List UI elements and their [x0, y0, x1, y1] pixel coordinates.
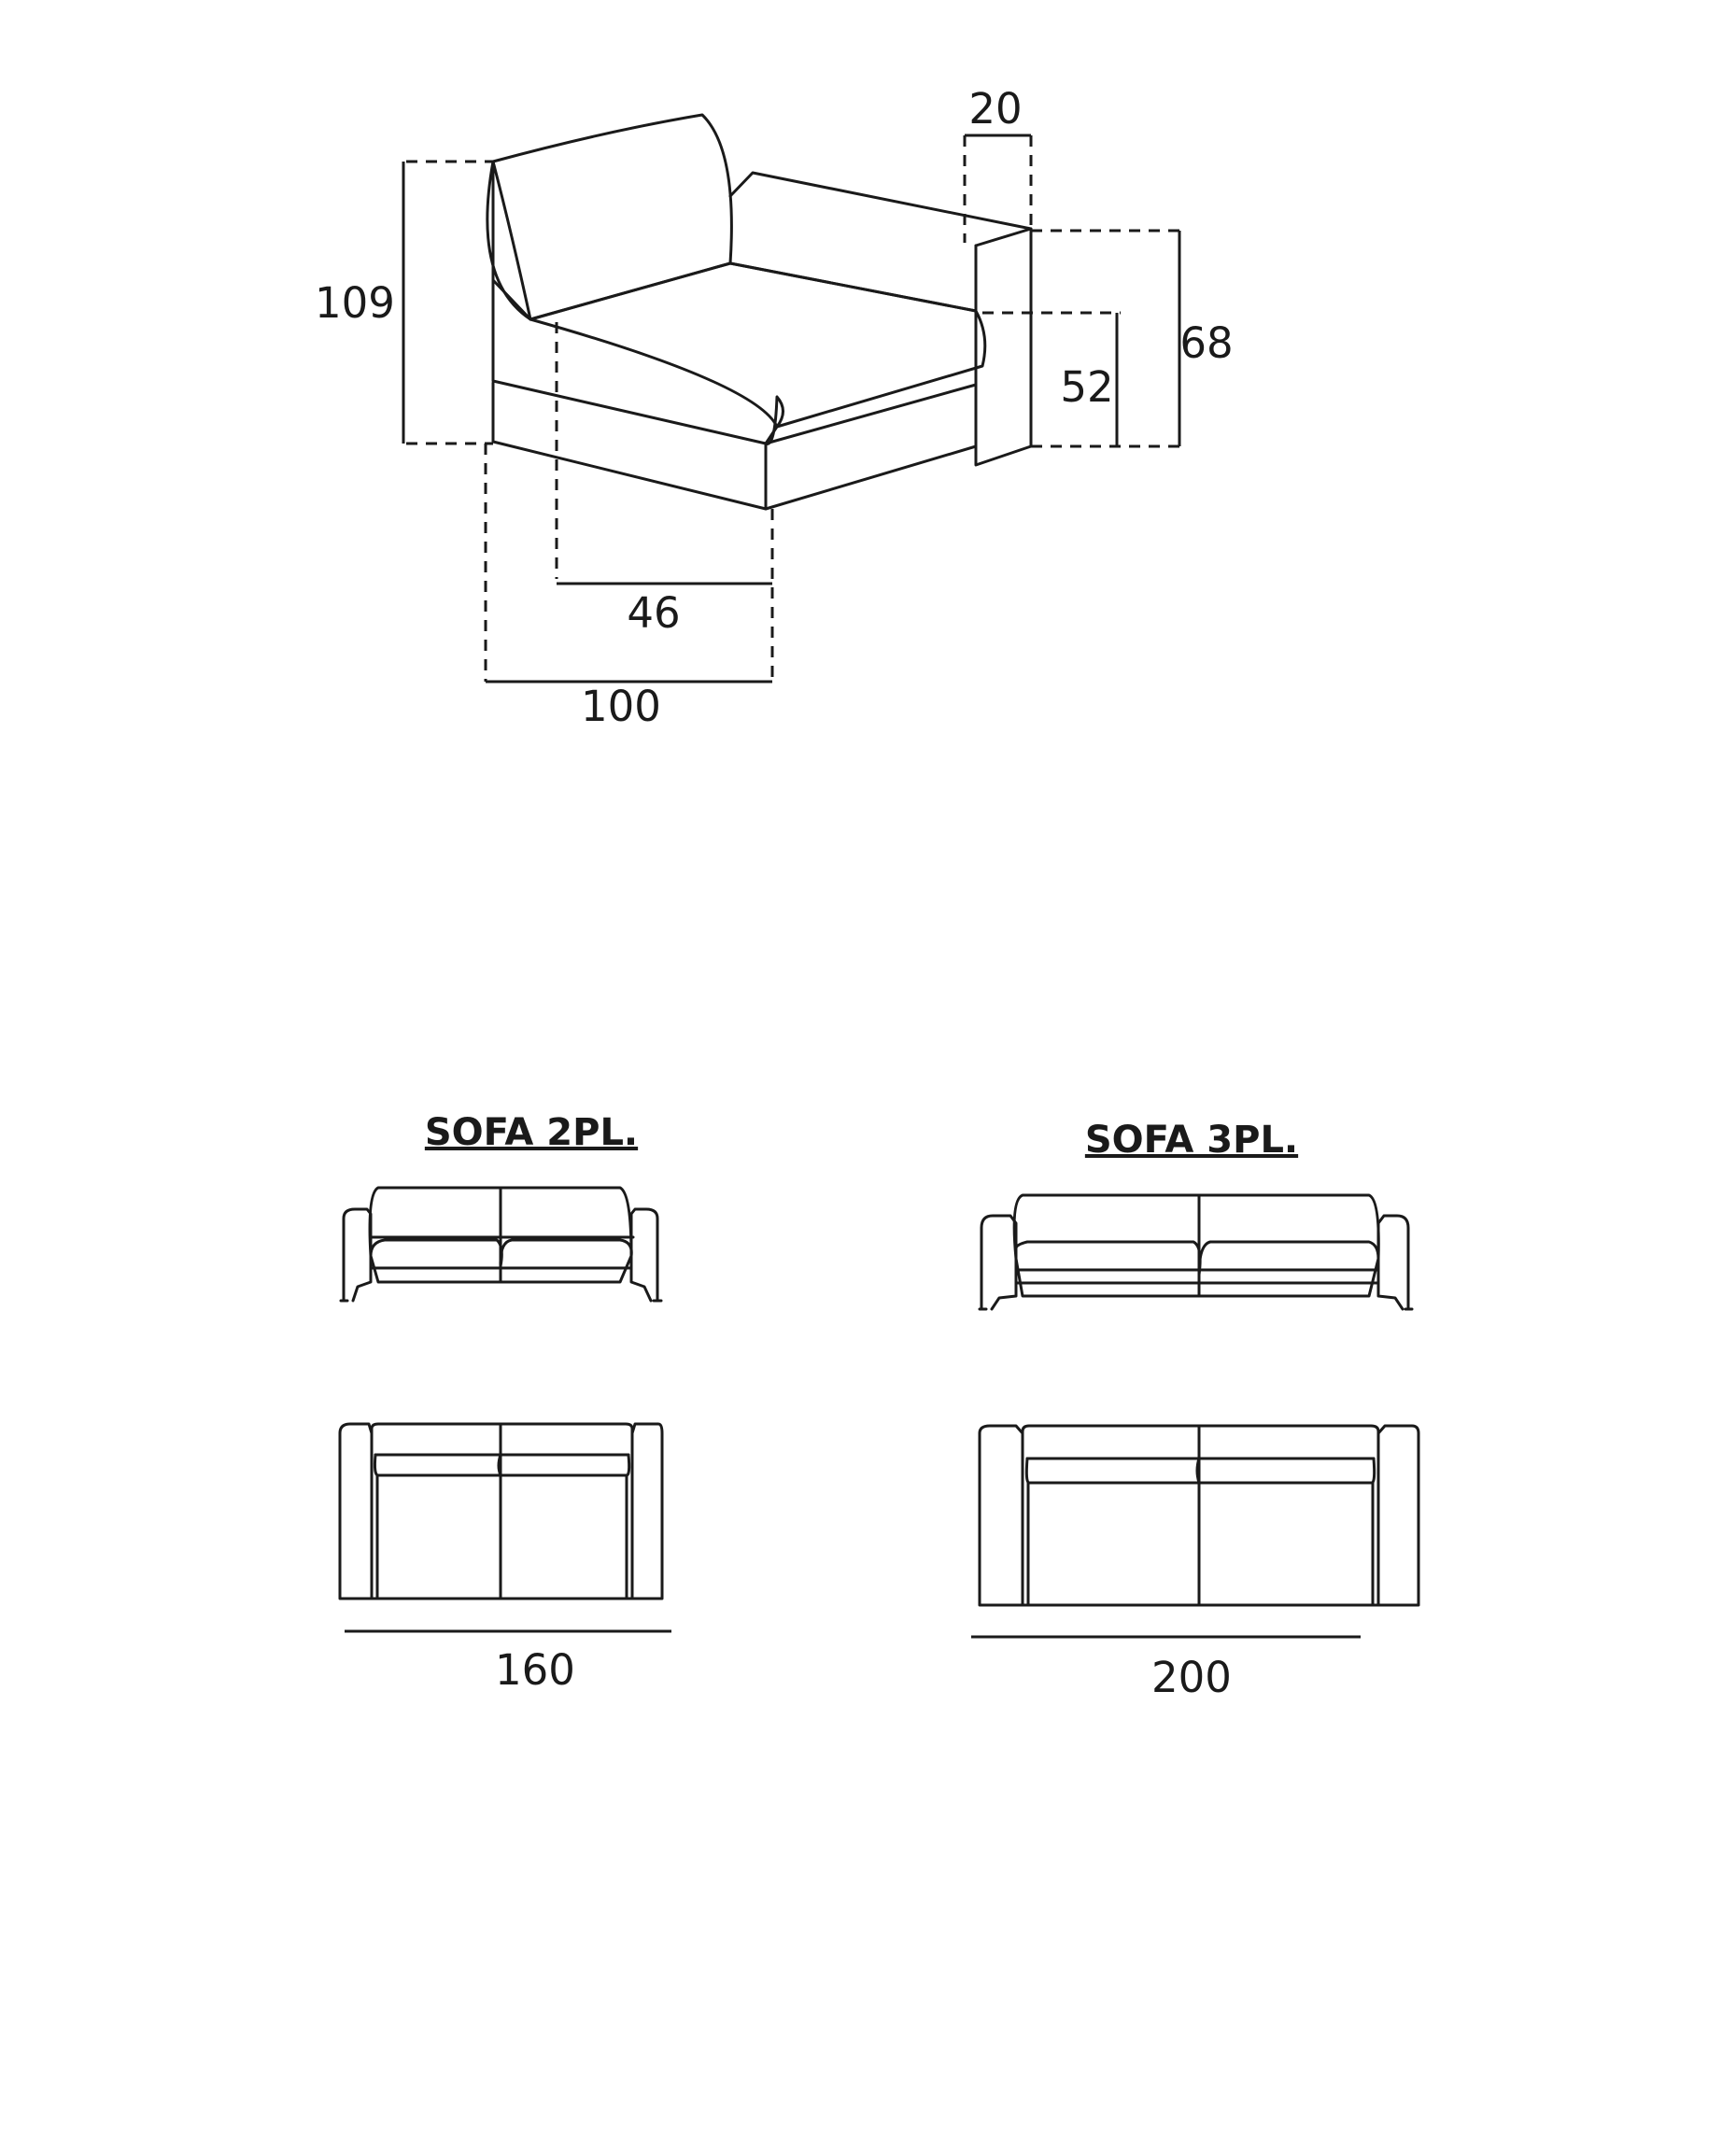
sofa-2pl-top-view: [340, 1424, 662, 1599]
total-depth-label: 100: [581, 682, 661, 731]
sofa-3pl-width-label: 200: [1151, 1653, 1232, 1702]
sofa-2pl-group: [340, 1111, 671, 1695]
total-height-label: 109: [315, 278, 395, 328]
sofa-3pl-front-view: [980, 1195, 1412, 1309]
sofa-3pl-top-view: [980, 1426, 1419, 1605]
sofa-2pl-title: SOFA 2PL.: [424, 1111, 639, 1154]
sofa-2pl-width-label: 160: [495, 1645, 575, 1695]
arm-height-label: 68: [1179, 318, 1234, 368]
sofa-3pl-group: [971, 1119, 1419, 1702]
seat-height-label: 52: [1060, 362, 1114, 412]
seat-depth-label: 46: [627, 588, 681, 638]
sofa-2pl-front-view: [341, 1188, 661, 1301]
arm-width-label: 20: [968, 84, 1023, 134]
sofa-3pl-title: SOFA 3PL.: [1084, 1119, 1299, 1162]
sofa-module-isometric: [315, 84, 1234, 731]
